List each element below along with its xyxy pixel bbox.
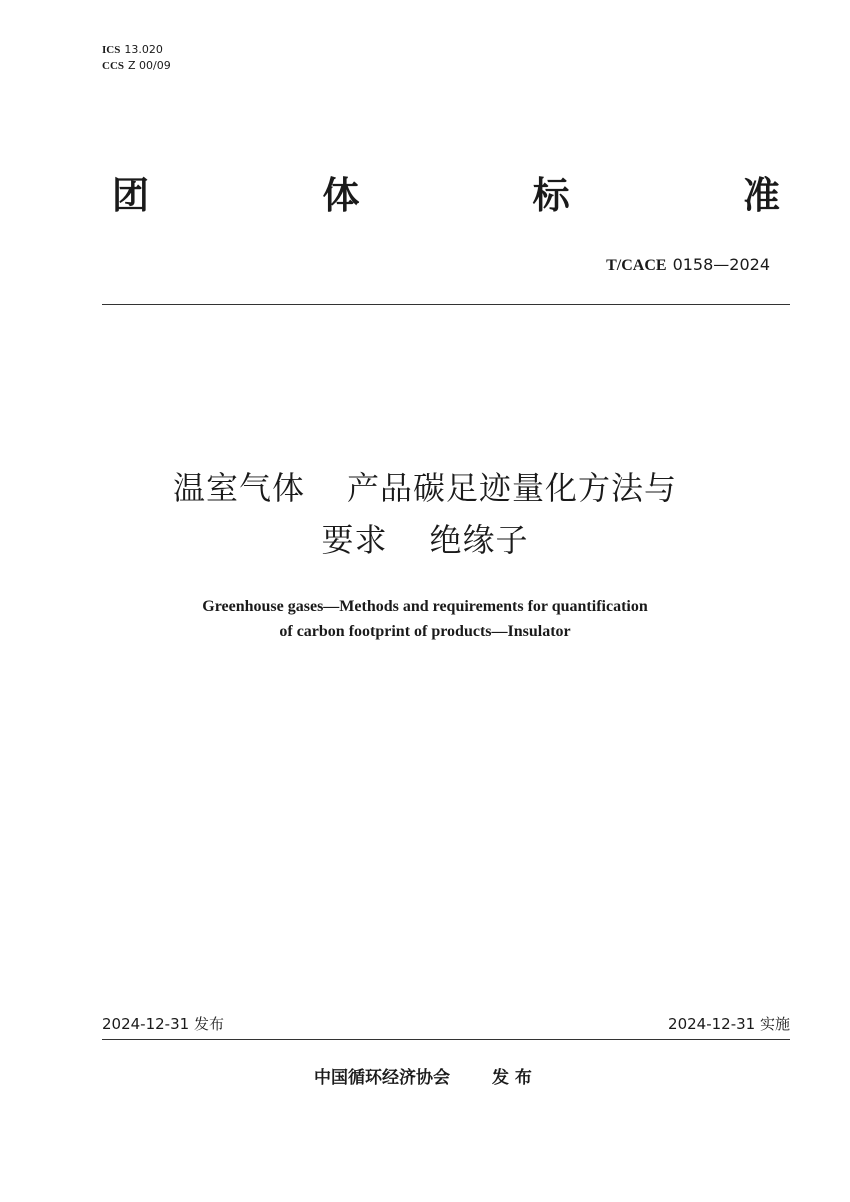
- ics-line: [102, 42, 171, 58]
- chinese-title-line-1: [0, 462, 850, 514]
- standard-type-char-2: 体: [322, 174, 360, 217]
- ics-label: ICS: [102, 44, 121, 56]
- chinese-title-line-2-part-1: 要求: [321, 521, 388, 559]
- header-divider: [102, 304, 790, 305]
- chinese-title-line-1-part-2: 产品碳足迹量化方法与: [347, 469, 678, 507]
- implement-date: 2024-12-31 实施: [668, 1015, 790, 1033]
- publish-date: 2024-12-31 发布: [102, 1015, 224, 1033]
- chinese-title: [0, 462, 850, 566]
- chinese-title-line-2: [0, 514, 850, 566]
- publisher-name: 中国循环经济协会: [314, 1068, 450, 1088]
- english-title-line-1: Greenhouse gases—Methods and requirements for quantification: [202, 598, 648, 615]
- ccs-code: Z 00/09: [128, 59, 171, 72]
- chinese-title-line-2-part-2: 绝缘子: [429, 521, 529, 559]
- ccs-line: [102, 58, 171, 74]
- standard-type-char-4: 准: [742, 174, 780, 217]
- english-title-line-2: of carbon footprint of products—Insulator: [279, 623, 571, 640]
- ics-code: 13.020: [124, 43, 163, 56]
- standard-type-char-1: 团: [112, 174, 149, 217]
- publisher: [314, 1066, 532, 1090]
- footer-divider: [102, 1039, 790, 1040]
- publisher-action: 发 布: [492, 1068, 532, 1088]
- ccs-label: CCS: [102, 60, 125, 72]
- standard-type-char-3: 标: [532, 174, 570, 217]
- standard-type-heading: [112, 172, 780, 220]
- english-title: [0, 594, 850, 644]
- standard-code-prefix: T/CACE: [606, 257, 667, 274]
- standard-code: [606, 254, 770, 277]
- classification-codes: [102, 42, 171, 74]
- chinese-title-line-1-part-1: 温室气体: [172, 469, 305, 507]
- standard-code-number: 0158—2024: [672, 255, 770, 274]
